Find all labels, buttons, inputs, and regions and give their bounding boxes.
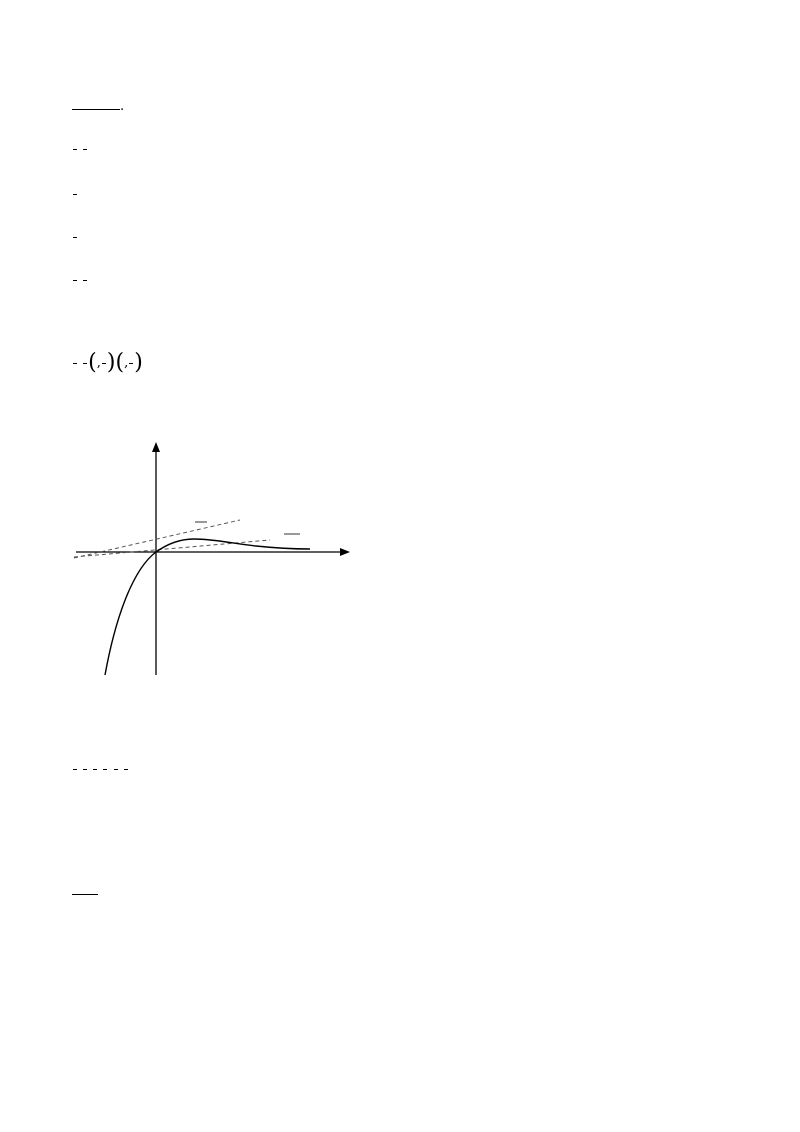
frac-num	[83, 769, 87, 770]
frac-num	[83, 363, 87, 364]
prev-question-tail: .	[72, 98, 124, 116]
frac	[129, 363, 133, 364]
answer-frac-2	[83, 149, 87, 150]
frac	[103, 769, 107, 770]
x-axis-arrow	[340, 548, 350, 556]
explanation-1-line-1	[72, 186, 78, 204]
frac-num	[103, 769, 107, 770]
frac-num	[73, 363, 77, 364]
function-graph	[70, 430, 360, 695]
answer-blank	[72, 109, 120, 110]
frac	[73, 363, 77, 364]
frac	[73, 769, 77, 770]
question-44-line-3	[72, 883, 98, 901]
explanation-1-line-5: (, )(, )	[72, 354, 143, 377]
frac	[114, 769, 118, 770]
y-axis-arrow	[152, 442, 160, 452]
frac	[73, 194, 77, 195]
frac	[83, 769, 87, 770]
frac-num	[73, 149, 77, 150]
frac	[83, 363, 87, 364]
frac	[93, 769, 97, 770]
frac	[73, 237, 77, 238]
frac-num	[73, 237, 77, 238]
frac	[124, 769, 128, 770]
answer-1	[72, 140, 88, 159]
frac-num	[83, 280, 87, 281]
frac-num	[73, 194, 77, 195]
explanation-1-line-2	[72, 229, 78, 247]
frac	[73, 280, 77, 281]
frac-num	[73, 280, 77, 281]
curve-h-x	[105, 539, 310, 675]
explanation-1-line-3	[72, 272, 88, 290]
frac	[102, 363, 106, 364]
frac-num	[83, 149, 87, 150]
answer-frac-1	[73, 149, 77, 150]
frac-num	[102, 363, 106, 364]
frac-num	[73, 769, 77, 770]
frac-num	[129, 363, 133, 364]
frac-num	[124, 769, 128, 770]
frac-num	[114, 769, 118, 770]
explanation-2-line-2	[72, 761, 129, 784]
frac	[83, 280, 87, 281]
answer-blank	[72, 894, 98, 895]
frac-num	[93, 769, 97, 770]
